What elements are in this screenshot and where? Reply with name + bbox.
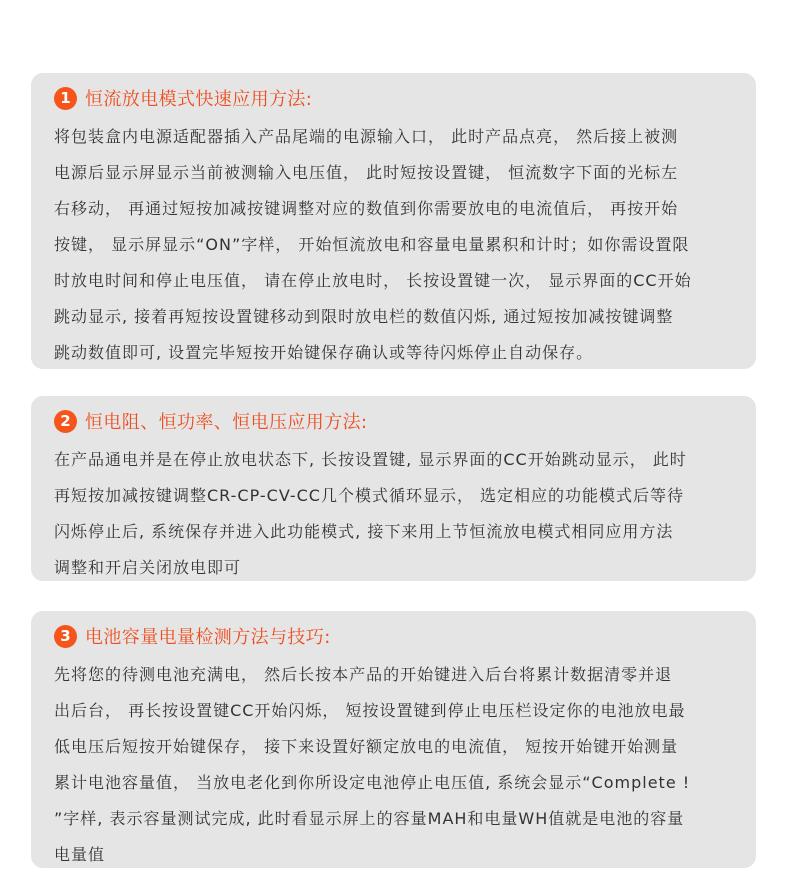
number-badge-icon: 1 <box>54 87 77 110</box>
body-line: 将包装盒内电源适配器插入产品尾端的电源输入口， 此时产品点亮， 然后接上被测 <box>54 127 679 146</box>
body-line: 先将您的待测电池充满电， 然后长按本产品的开始键进入后台将累计数据清零并退 <box>54 665 673 684</box>
body-line: 调整和开启关闭放电即可 <box>54 558 242 577</box>
body-line: 电源后显示屏显示当前被测输入电压值， 此时短按设置键， 恒流数字下面的光标左 <box>54 163 679 182</box>
section-header <box>54 85 756 111</box>
body-line: 再短按加减按键调整CR-CP-CV-CC几个模式循环显示， 选定相应的功能模式后等待 <box>54 486 685 505</box>
body-line: 跳动数值即可, 设置完毕短按开始键保存确认或等待闪烁停止自动保存。 <box>54 343 594 362</box>
body-line: 电量值 <box>54 845 106 864</box>
number-badge-icon: 3 <box>54 625 77 648</box>
body-line: 累计电池容量值， 当放电老化到你所设定电池停止电压值, 系统会显示“Complete ! <box>54 773 691 792</box>
body-line: 闪烁停止后, 系统保存并进入此功能模式, 接下来用上节恒流放电模式相同应用方法 <box>54 522 674 541</box>
body-line: 在产品通电并是在停止放电状态下, 长按设置键, 显示界面的CC开始跳动显示， 此时 <box>54 450 687 469</box>
section-body <box>54 119 744 371</box>
body-line: 时放电时间和停止电压值， 请在停止放电时， 长按设置键一次， 显示界面的CC开始 <box>54 271 692 290</box>
body-line: 跳动显示, 接着再短按设置键移动到限时放电栏的数值闪烁, 通过短按加减按键调整 <box>54 307 674 326</box>
section-body <box>54 657 744 873</box>
section-title: 电池容量电量检测方法与技巧: <box>85 627 331 648</box>
section-title: 恒流放电模式快速应用方法: <box>85 89 313 110</box>
section-card-1 <box>31 73 756 369</box>
section-header <box>54 623 756 649</box>
body-line: 出后台， 再长按设置键CC开始闪烁， 短按设置键到停止电压栏设定你的电池放电最 <box>54 701 686 720</box>
section-header <box>54 408 756 434</box>
body-line: ”字样, 表示容量测试完成, 此时看显示屏上的容量MAH和电量WH值就是电池的容量 <box>54 809 685 828</box>
number-badge-icon: 2 <box>54 410 77 433</box>
section-title: 恒电阻、恒功率、恒电压应用方法: <box>85 412 368 433</box>
section-card-2 <box>31 396 756 581</box>
section-body <box>54 442 744 586</box>
body-line: 低电压后短按开始键保存， 接下来设置好额定放电的电流值， 短按开始键开始测量 <box>54 737 679 756</box>
body-line: 按键， 显示屏显示“ON”字样， 开始恒流放电和容量电量累积和计时；如你需设置限 <box>54 235 690 254</box>
section-card-3 <box>31 611 756 868</box>
body-line: 右移动， 再通过短按加减按键调整对应的数值到你需要放电的电流值后， 再按开始 <box>54 199 679 218</box>
